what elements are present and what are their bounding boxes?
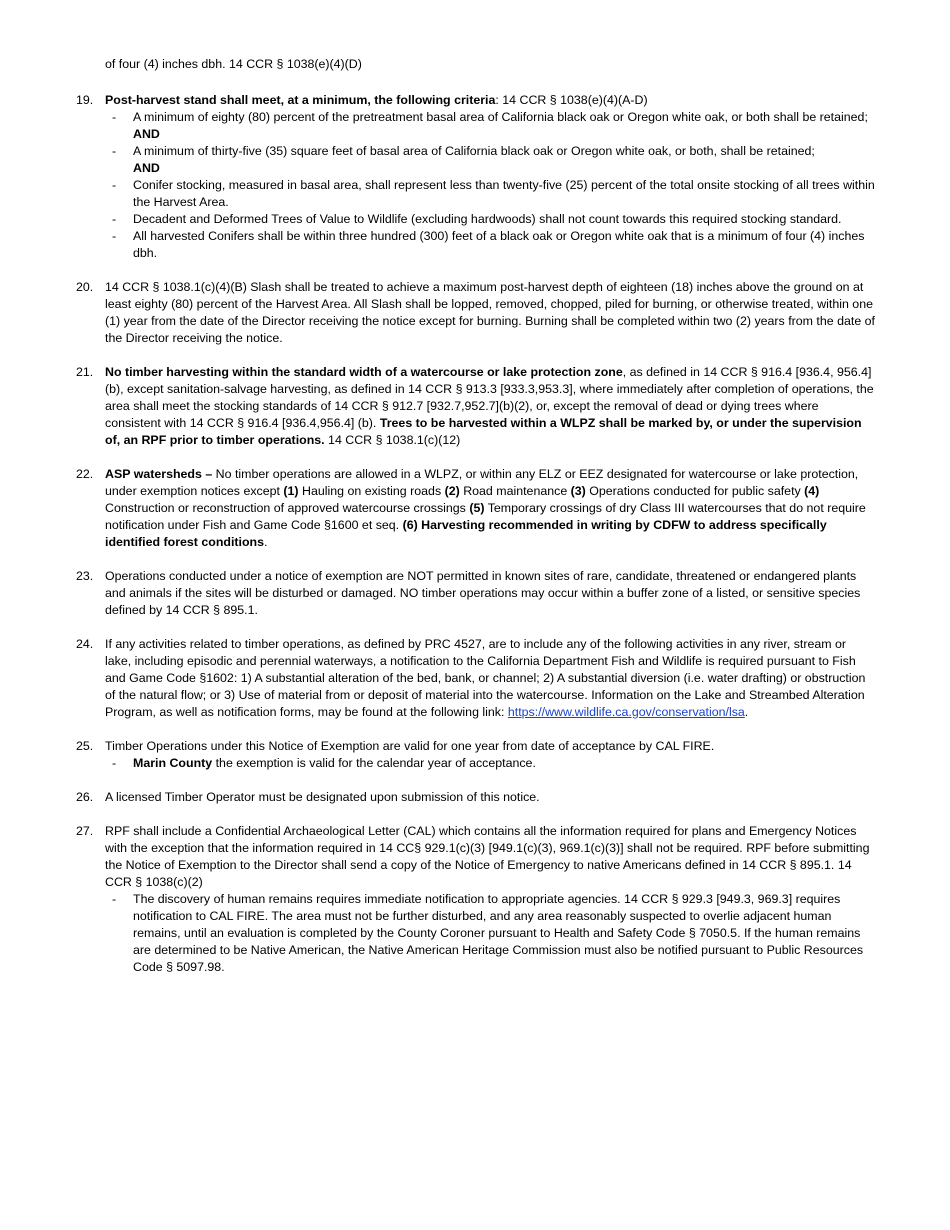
item-25: [0, 738, 875, 772]
item-text: ASP watersheds – No timber operations are allowed in a WLPZ, or within any ELZ or EEZ designated for watercourse or lake protection, under exemption notices except (1) Hauling on existing roads (2) Road maintenance (3) Operations conducted for public safety (4) Construction or reconstruction of approved watercourse crossings (5) Temporary crossings of dry Class III watercourses that do not require notification under Fish and Game Code §1600 et seq. (6) Harvesting recommended in writing by CDFW to address specifically identified forest conditions.: [105, 467, 866, 549]
item-26: [0, 789, 875, 806]
dash-bullet: -: [112, 229, 117, 243]
item-text: No timber harvesting within the standard width of a watercourse or lake protection zone, as defined in 14 CCR § 916.4 [936.4, 956.4](b), except sanitation-salvage harvesting, as defined in 14 CCR § 913.3 [933.3,953.3], where immediately after completion of operations, the area shall meet the stocking standards of 14 CCR § 912.7 [932.7,952.7](b)(2), or, except the removal of dead or dying trees where consistent with 14 CCR § 916.4 [936.4,956.4] (b). Trees to be harvested within a WLPZ shall be marked by, or under the supervision of, an RPF prior to timber operations. 14 CCR § 1038.1(c)(12): [105, 365, 874, 447]
item-heading: Post-harvest stand shall meet, at a minimum, the following criteria: [105, 93, 496, 107]
sub-item: - A minimum of thirty-five (35) square feet of basal area of California black oak or Oregon white oak, or both, shall be retained; AND: [112, 144, 815, 175]
item-text: 14 CCR § 1038.1(c)(4)(B) Slash shall be treated to achieve a maximum post-harvest depth of eighteen (18) inches above the ground on at least eighty (80) percent of the Harvest Area. All Slash shall be lopped, removed, chopped, piled for burning, or otherwise treated, within one (1) year from the date of the Director receiving the notice except for burning. Burning shall be completed within two (2) years from the date of the Director receiving the notice.: [105, 280, 875, 345]
item-text: RPF shall include a Confidential Archaeological Letter (CAL) which contains all the information required for plans and Emergency Notices with the exception that the information required in 14 CC§ 929.1(c)(3) [949.1(c)(3), 969.1(c)(3)] shall not be required. RPF before submitting the Notice of Exemption to the Director shall send a copy of the Notice of Emergency to native Americans defined in 14 CCR § 895.1. 14 CCR § 1038(c)(2): [105, 824, 870, 889]
dash-bullet: -: [112, 110, 117, 124]
item-text: Post-harvest stand shall meet, at a minimum, the following criteria: 14 CCR § 1038(e)(4)(A-D): [105, 93, 648, 107]
sub-item: - Marin County the exemption is valid for the calendar year of acceptance.: [112, 756, 536, 770]
item-number: 26.: [76, 790, 94, 804]
item-number: 21.: [76, 365, 94, 379]
dash-bullet: -: [112, 212, 117, 226]
item-number: 19.: [76, 93, 94, 107]
item-text: Operations conducted under a notice of exemption are NOT permitted in known sites of rare, candidate, threatened or endangered plants and animals if the sites will be disturbed or damaged. NO timber operations may occur within a buffer zone of a listed, or sensitive species defined by 14 CCR § 895.1.: [105, 569, 861, 617]
sub-list: [105, 109, 875, 262]
item-text: A licensed Timber Operator must be designated upon submission of this notice.: [105, 790, 540, 804]
item-22: [0, 466, 875, 551]
item-text: If any activities related to timber operations, as defined by PRC 4527, are to include any of the following activities in any river, stream or lake, including episodic and perennial waterways, a notification to the California Department Fish and Wildlife is required pursuant to Fish and Game Code §1602: 1) A substantial alteration of the bed, bank, or channel; 2) A substantial diversion (i.e. water drafting) or obstruction of the natural flow; or 3) Use of material from or deposit of material into the watercourse. Information on the Lake and Streambed Alteration Program, as well as notification forms, may be found at the following link: https://www.wildlife.ca.gov/conservation/lsa.: [105, 637, 866, 719]
requirements-list: [0, 92, 950, 993]
sub-item: - A minimum of eighty (80) percent of the pretreatment basal area of California black oak or Oregon white oak, or both shall be retained; AND: [112, 110, 868, 141]
continued-text: of four (4) inches dbh. 14 CCR § 1038(e)(4)(D): [105, 57, 362, 71]
dash-bullet: -: [112, 756, 117, 770]
item-number: 24.: [76, 637, 94, 651]
item-20: [0, 279, 875, 347]
sub-item: - The discovery of human remains requires immediate notification to appropriate agencies. 14 CCR § 929.3 [949.3, 969.3] requires notification to CAL FIRE. The area must not be further disturbed, and any area reasonably suspected to overlie adjacent human remains, until an evaluation is completed by the County Coroner pursuant to Health and Safety Code § 7050.5. If the human remains are determined to be Native American, the Native American Heritage Commission must also be notified pursuant to Public Resources Code § 5097.98.: [112, 892, 864, 974]
item-text: Timber Operations under this Notice of Exemption are valid for one year from date of acceptance by CAL FIRE.: [105, 739, 715, 753]
item-number: 23.: [76, 569, 94, 583]
item-number: 20.: [76, 280, 94, 294]
item-24: [0, 636, 875, 721]
item-number: 25.: [76, 739, 94, 753]
sub-list: [105, 891, 875, 976]
item-number: 27.: [76, 824, 94, 838]
dash-bullet: -: [112, 178, 117, 192]
item-27: [0, 823, 875, 976]
sub-item: - Conifer stocking, measured in basal area, shall represent less than twenty-five (25) percent of the total onsite stocking of all trees within the Harvest Area.: [112, 178, 875, 209]
sub-item: - Decadent and Deformed Trees of Value to Wildlife (excluding hardwoods) shall not count towards this required stocking standard.: [112, 212, 842, 226]
sub-list: [105, 755, 875, 772]
item-21: [0, 364, 875, 449]
item-number: 22.: [76, 467, 94, 481]
lsa-link[interactable]: https://www.wildlife.ca.gov/conservation/lsa: [507, 705, 745, 719]
item-23: [0, 568, 875, 619]
item-19: [0, 92, 875, 262]
dash-bullet: -: [112, 144, 117, 158]
dash-bullet: -: [112, 892, 117, 906]
sub-item: - All harvested Conifers shall be within three hundred (300) feet of a black oak or Oregon white oak that is a minimum of four (4) inches dbh.: [112, 229, 865, 260]
